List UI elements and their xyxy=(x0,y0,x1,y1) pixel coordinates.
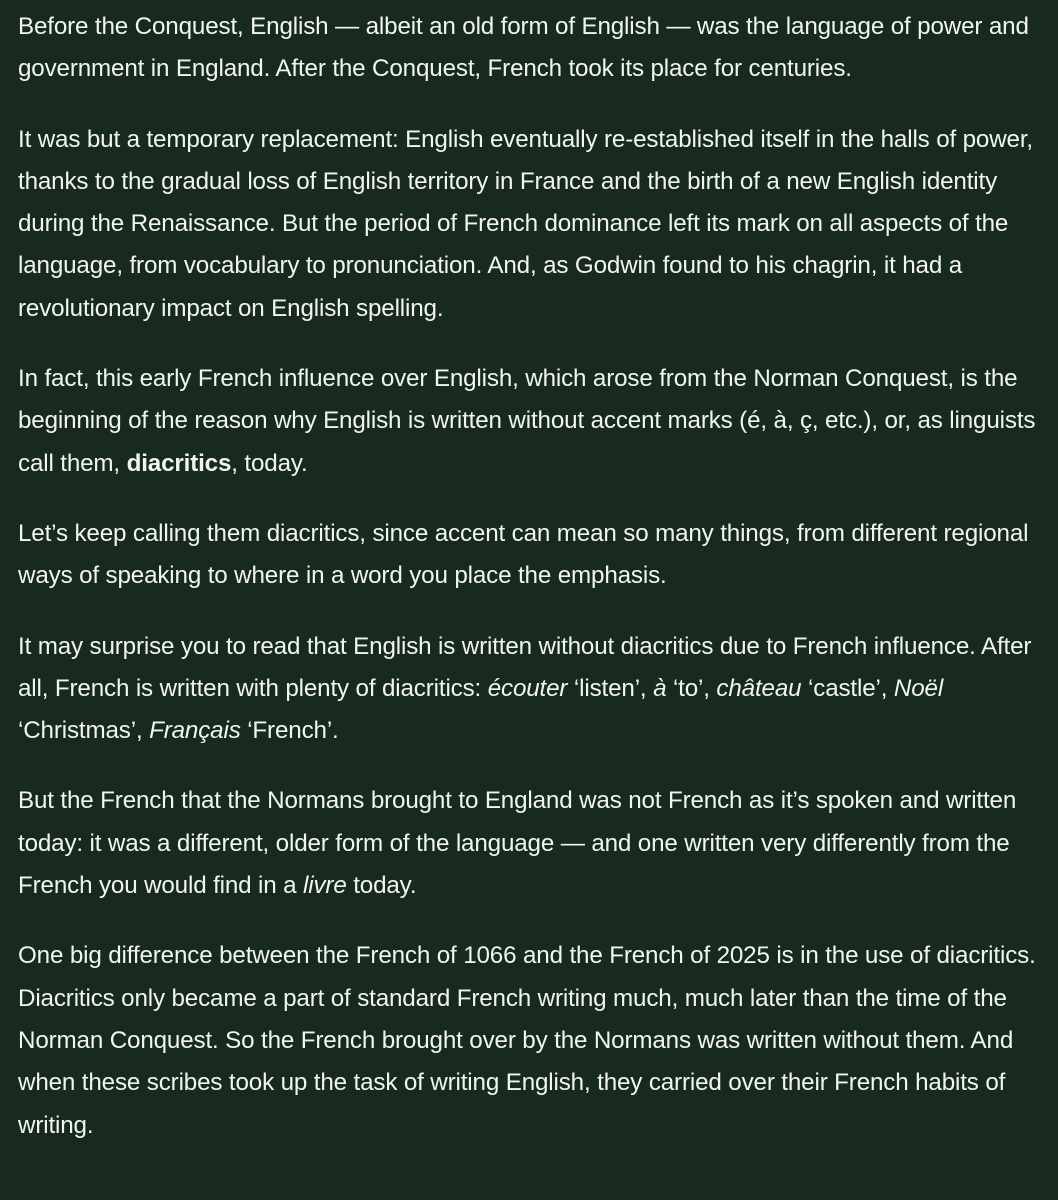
paragraph-keep-calling xyxy=(18,513,1044,598)
french-word-a: à xyxy=(653,674,667,702)
paragraph-big-difference xyxy=(18,935,1044,1146)
text-run: ‘castle’, xyxy=(801,674,894,702)
text-run: But the French that the Normans brought to England was not French as it’s spoken and written today: it was a different, older form of the language — and one written very differently from the French you would find in a xyxy=(18,787,1017,900)
text-run: One big difference between the French of 1066 and the French of 2025 is in the use of diacritics. Diacritics only became a part of standard French writing much, much later than the time of the Norman Conquest. So the French brought over by the Normans was written without them. And when these scribes took up the task of writing English, they carried over their French habits of writing. xyxy=(18,942,1036,1139)
paragraph-norman-french xyxy=(18,780,1044,907)
text-run: Before the Conquest, English — albeit an old form of English — was the language of power and government in England. After the Conquest, French took its place for centuries. xyxy=(18,13,1029,83)
paragraph-conquest-intro xyxy=(18,6,1044,91)
text-run: today. xyxy=(346,872,417,900)
text-run: ‘to’, xyxy=(666,674,717,702)
paragraph-temporary-replacement xyxy=(18,119,1044,330)
text-run: In fact, this early French influence over English, which arose from the Norman Conquest, is the beginning of the reason why English is written without accent marks (é, à, ç, etc.), or, as linguists call them, xyxy=(18,365,1036,477)
text-run: It may surprise you to read that English is written without diacritics due to French influence. After all, French is written with plenty of diacritics: xyxy=(18,632,1032,702)
french-word-chateau: château xyxy=(716,674,802,702)
paragraph-surprise xyxy=(18,626,1044,753)
text-run: It was but a temporary replacement: English eventually re-established itself in the halls of power, thanks to the gradual loss of English territory in France and the birth of a new English identity during the Renaissance. But the period of French dominance left its mark on all aspects of the language, from vocabulary to pronunciation. And, as Godwin found to his chagrin, it had a revolutionary impact on English spelling. xyxy=(18,125,1033,322)
text-run: ‘French’. xyxy=(240,717,339,745)
text-run: Let’s keep calling them diacritics, since accent can mean so many things, from different regional ways of speaking to where in a word you place the emphasis. xyxy=(18,519,1029,590)
text-run: ‘Christmas’, xyxy=(18,717,150,745)
french-word-ecouter: écouter xyxy=(487,674,568,702)
text-run: , today. xyxy=(231,449,308,477)
french-word-francais: Français xyxy=(149,717,241,745)
french-word-noel: Noël xyxy=(893,674,944,702)
french-word-livre: livre xyxy=(303,872,347,900)
term-diacritics: diacritics xyxy=(126,449,232,477)
text-run: ‘listen’, xyxy=(567,674,654,702)
paragraph-early-french-influence xyxy=(18,358,1044,485)
